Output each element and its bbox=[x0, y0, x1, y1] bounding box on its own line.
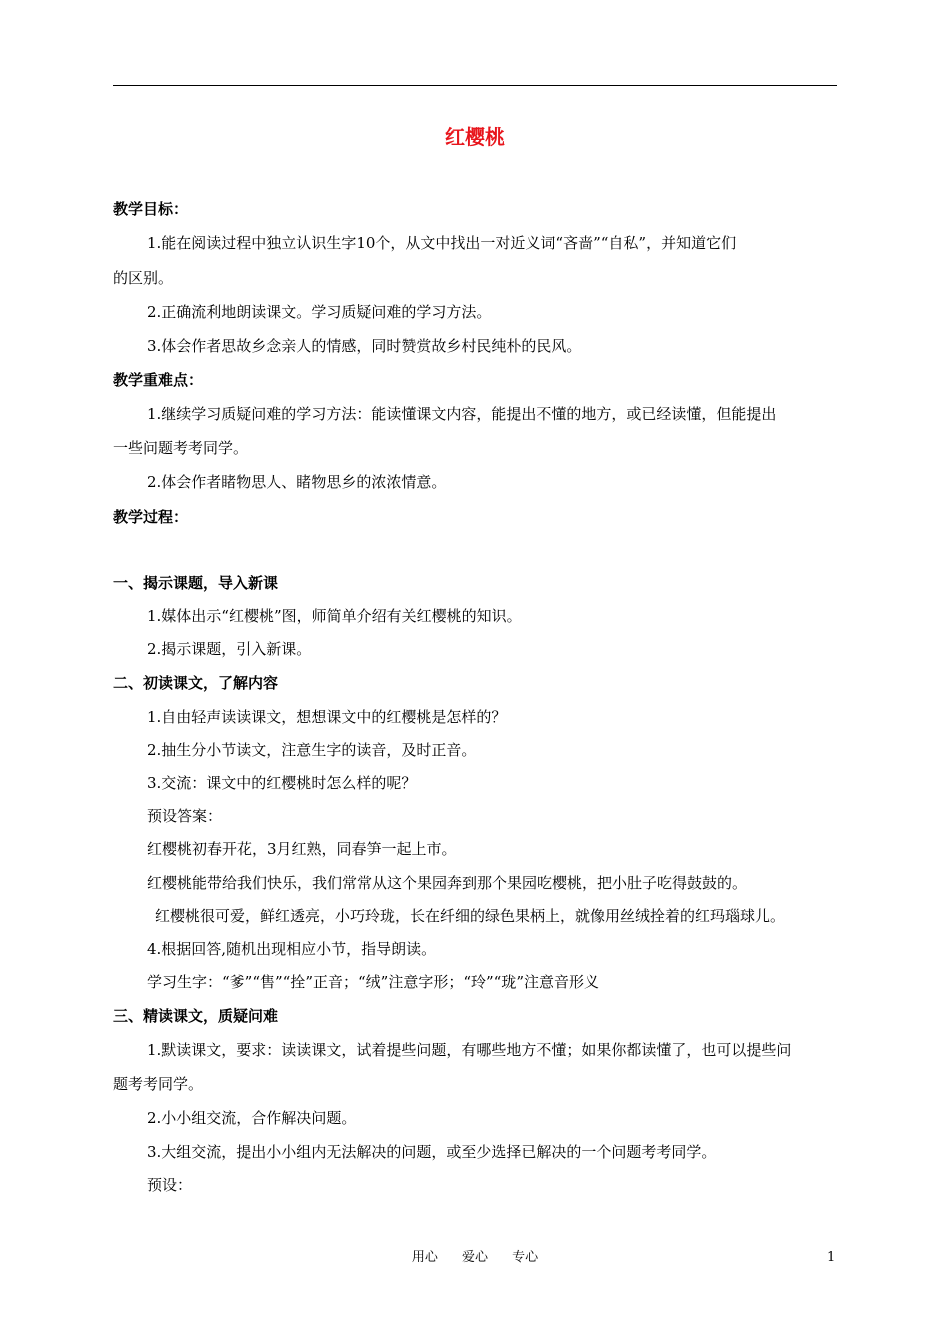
paragraph-line: 2.正确流利地朗读课文。学习质疑问难的学习方法。 bbox=[147, 303, 492, 321]
paragraph-line: 1.默读课文，要求：读读课文，试着提些问题，有哪些地方不懂；如果你都读懂了，也可以提些问 bbox=[147, 1041, 792, 1059]
paragraph-line: 2.抽生分小节读文，注意生字的读音，及时正音。 bbox=[147, 741, 477, 759]
paragraph-line: 红樱桃能带给我们快乐，我们常常从这个果园奔到那个果园吃樱桃，把小肚子吃得鼓鼓的。 bbox=[147, 874, 748, 892]
paragraph-line: 3.大组交流，提出小小组内无法解决的问题，或至少选择已解决的一个问题考考同学。 bbox=[147, 1143, 717, 1161]
section-heading-key-points: 教学重难点： bbox=[113, 371, 204, 389]
paragraph-line: 题考考同学。 bbox=[113, 1075, 204, 1093]
paragraph-line: 的区别。 bbox=[113, 269, 174, 287]
section-heading-1: 一、揭示课题，导入新课 bbox=[113, 574, 279, 592]
paragraph-line: 红樱桃初春开花，3月红熟，同春笋一起上市。 bbox=[147, 840, 457, 858]
paragraph-line: 1.能在阅读过程中独立认识生字10个，从文中找出一对近义词“吝啬”“自私”，并知道它们 bbox=[147, 234, 737, 252]
section-heading-objectives: 教学目标： bbox=[113, 200, 189, 218]
paragraph-line: 一些问题考考同学。 bbox=[113, 439, 249, 457]
paragraph-line: 2.体会作者睹物思人、睹物思乡的浓浓情意。 bbox=[147, 473, 447, 491]
section-heading-process: 教学过程： bbox=[113, 508, 189, 526]
paragraph-line: 1.继续学习质疑问难的学习方法：能读懂课文内容，能提出不懂的地方，或已经读懂，但能提出 bbox=[147, 405, 777, 423]
paragraph-line: 1.媒体出示“红樱桃”图，师简单介绍有关红樱桃的知识。 bbox=[147, 607, 522, 625]
footer-word: 爱心 bbox=[461, 1250, 488, 1265]
paragraph-line: 4.根据回答,随机出现相应小节，指导朗读。 bbox=[147, 940, 437, 958]
footer-word: 专心 bbox=[512, 1250, 539, 1265]
paragraph-line: 红樱桃很可爱，鲜红透亮，小巧玲珑，长在纤细的绿色果柄上，就像用丝绒拴着的红玛瑙球儿。 bbox=[155, 907, 786, 925]
paragraph-line: 3.交流：课文中的红樱桃时怎么样的呢？ bbox=[147, 774, 417, 792]
footer-word: 用心 bbox=[411, 1250, 438, 1265]
document-title: 红樱桃 bbox=[445, 125, 505, 149]
section-heading-2: 二、初读课文，了解内容 bbox=[113, 674, 279, 692]
footer-motto bbox=[0, 1250, 950, 1266]
paragraph-line: 2.小小组交流，合作解决问题。 bbox=[147, 1109, 357, 1127]
paragraph-line: 1.自由轻声读读课文，想想课文中的红樱桃是怎样的？ bbox=[147, 708, 507, 726]
header-rule bbox=[113, 85, 837, 86]
paragraph-line: 预设答案： bbox=[147, 807, 223, 825]
paragraph-line: 3.体会作者思故乡念亲人的情感，同时赞赏故乡村民纯朴的民风。 bbox=[147, 337, 582, 355]
section-heading-3: 三、精读课文，质疑问难 bbox=[113, 1007, 279, 1025]
paragraph-line: 2.揭示课题，引入新课。 bbox=[147, 640, 312, 658]
paragraph-line: 预设： bbox=[147, 1176, 193, 1194]
paragraph-line: 学习生字：“爹”“售”“拴”正音；“绒”注意字形；“玲”“珑”注意音形义 bbox=[147, 973, 600, 991]
page-number: 1 bbox=[827, 1250, 836, 1265]
